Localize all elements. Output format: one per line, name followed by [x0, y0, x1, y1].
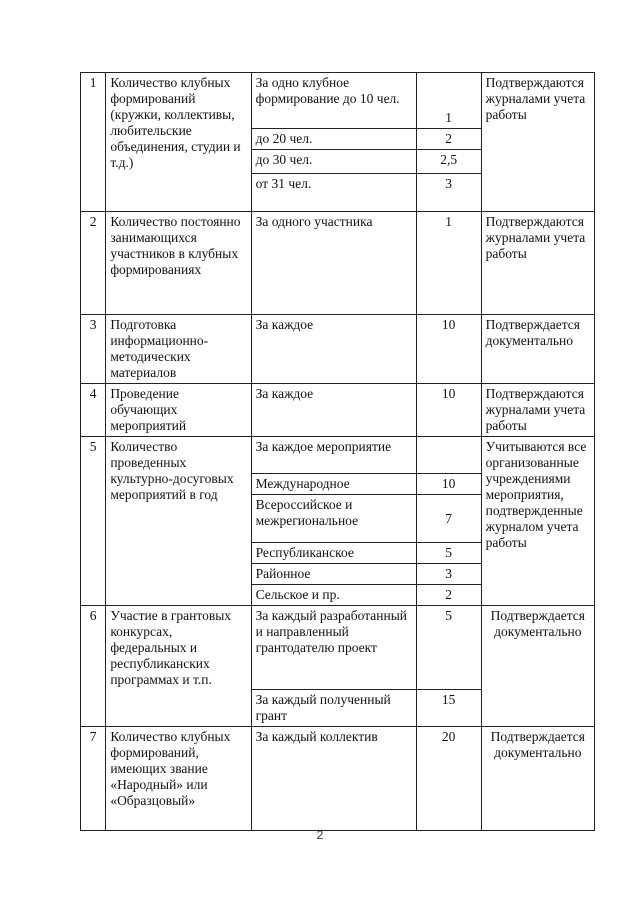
unit-cell: За каждый коллектив	[251, 727, 416, 831]
points-cell: 3	[416, 564, 481, 585]
confirmation-cell: Подтверждается документально	[481, 606, 594, 727]
points-cell: 15	[416, 690, 481, 727]
criterion-cell: Подготовка информационно-методических материалов	[106, 315, 251, 384]
unit-cell: За одно клубное формирование до 10 чел.	[251, 73, 416, 129]
unit-cell: до 30 чел.	[251, 150, 416, 174]
criterion-cell: Проведение обучающих мероприятий	[106, 384, 251, 437]
points-cell: 2	[416, 129, 481, 150]
unit-cell: За каждое	[251, 315, 416, 384]
unit-header-cell: За каждое мероприятие	[251, 437, 416, 474]
unit-cell: Республиканское	[251, 543, 416, 564]
points-cell: 20	[416, 727, 481, 831]
table-row	[81, 315, 595, 384]
criterion-cell: Участие в грантовых конкурсах, федеральных и республиканских программах и т.п.	[106, 606, 251, 727]
points-cell: 7	[416, 495, 481, 543]
criterion-cell: Количество клубных формирований (кружки, коллективы, любительские объединения, студии и т.д.)	[106, 73, 251, 212]
points-cell-empty	[416, 437, 481, 474]
table-row	[81, 606, 595, 690]
points-cell: 2,5	[416, 150, 481, 174]
row-number: 6	[81, 606, 106, 727]
points-cell: 1	[416, 212, 481, 315]
unit-cell: Международное	[251, 474, 416, 495]
table-row	[81, 73, 595, 129]
points-cell: 2	[416, 585, 481, 606]
table-row	[81, 384, 595, 437]
points-cell: 10	[416, 315, 481, 384]
criterion-cell: Количество проведенных культурно-досуговых мероприятий в год	[106, 437, 251, 606]
page-number: 2	[316, 828, 324, 842]
row-number: 4	[81, 384, 106, 437]
criteria-table	[80, 72, 595, 831]
criterion-cell: Количество клубных формирований, имеющих звание «Народный» или «Образцовый»	[106, 727, 251, 831]
unit-cell: Всероссийское и межрегиональное	[251, 495, 416, 543]
confirmation-cell: Подтверждаются журналами учета работы	[481, 212, 594, 315]
points-cell: 10	[416, 384, 481, 437]
unit-cell: За одного участника	[251, 212, 416, 315]
criterion-cell: Количество постоянно занимающихся участников в клубных формированиях	[106, 212, 251, 315]
unit-cell: Сельское и пр.	[251, 585, 416, 606]
row-number: 2	[81, 212, 106, 315]
confirmation-cell: Подтверждается документально	[481, 727, 594, 831]
unit-cell: За каждый полученный грант	[251, 690, 416, 727]
table-row	[81, 437, 595, 474]
table-row	[81, 727, 595, 831]
table-row	[81, 212, 595, 315]
points-cell: 3	[416, 174, 481, 212]
row-number: 1	[81, 73, 106, 212]
row-number: 5	[81, 437, 106, 606]
points-cell: 5	[416, 606, 481, 690]
points-cell: 10	[416, 474, 481, 495]
points-cell: 1	[416, 73, 481, 129]
unit-cell: За каждый разработанный и направленный грантодателю проект	[251, 606, 416, 690]
row-number: 3	[81, 315, 106, 384]
confirmation-cell: Подтверждаются журналами учета работы	[481, 384, 594, 437]
unit-cell: Районное	[251, 564, 416, 585]
unit-cell: до 20 чел.	[251, 129, 416, 150]
points-cell: 5	[416, 543, 481, 564]
confirmation-cell: Учитываются все организованные учреждениями мероприятия, подтвержденные журналом учета работы	[481, 437, 594, 606]
unit-cell: от 31 чел.	[251, 174, 416, 212]
row-number: 7	[81, 727, 106, 831]
unit-cell: За каждое	[251, 384, 416, 437]
confirmation-cell: Подтверждаются журналами учета работы	[481, 73, 594, 212]
confirmation-cell: Подтверждается документально	[481, 315, 594, 384]
